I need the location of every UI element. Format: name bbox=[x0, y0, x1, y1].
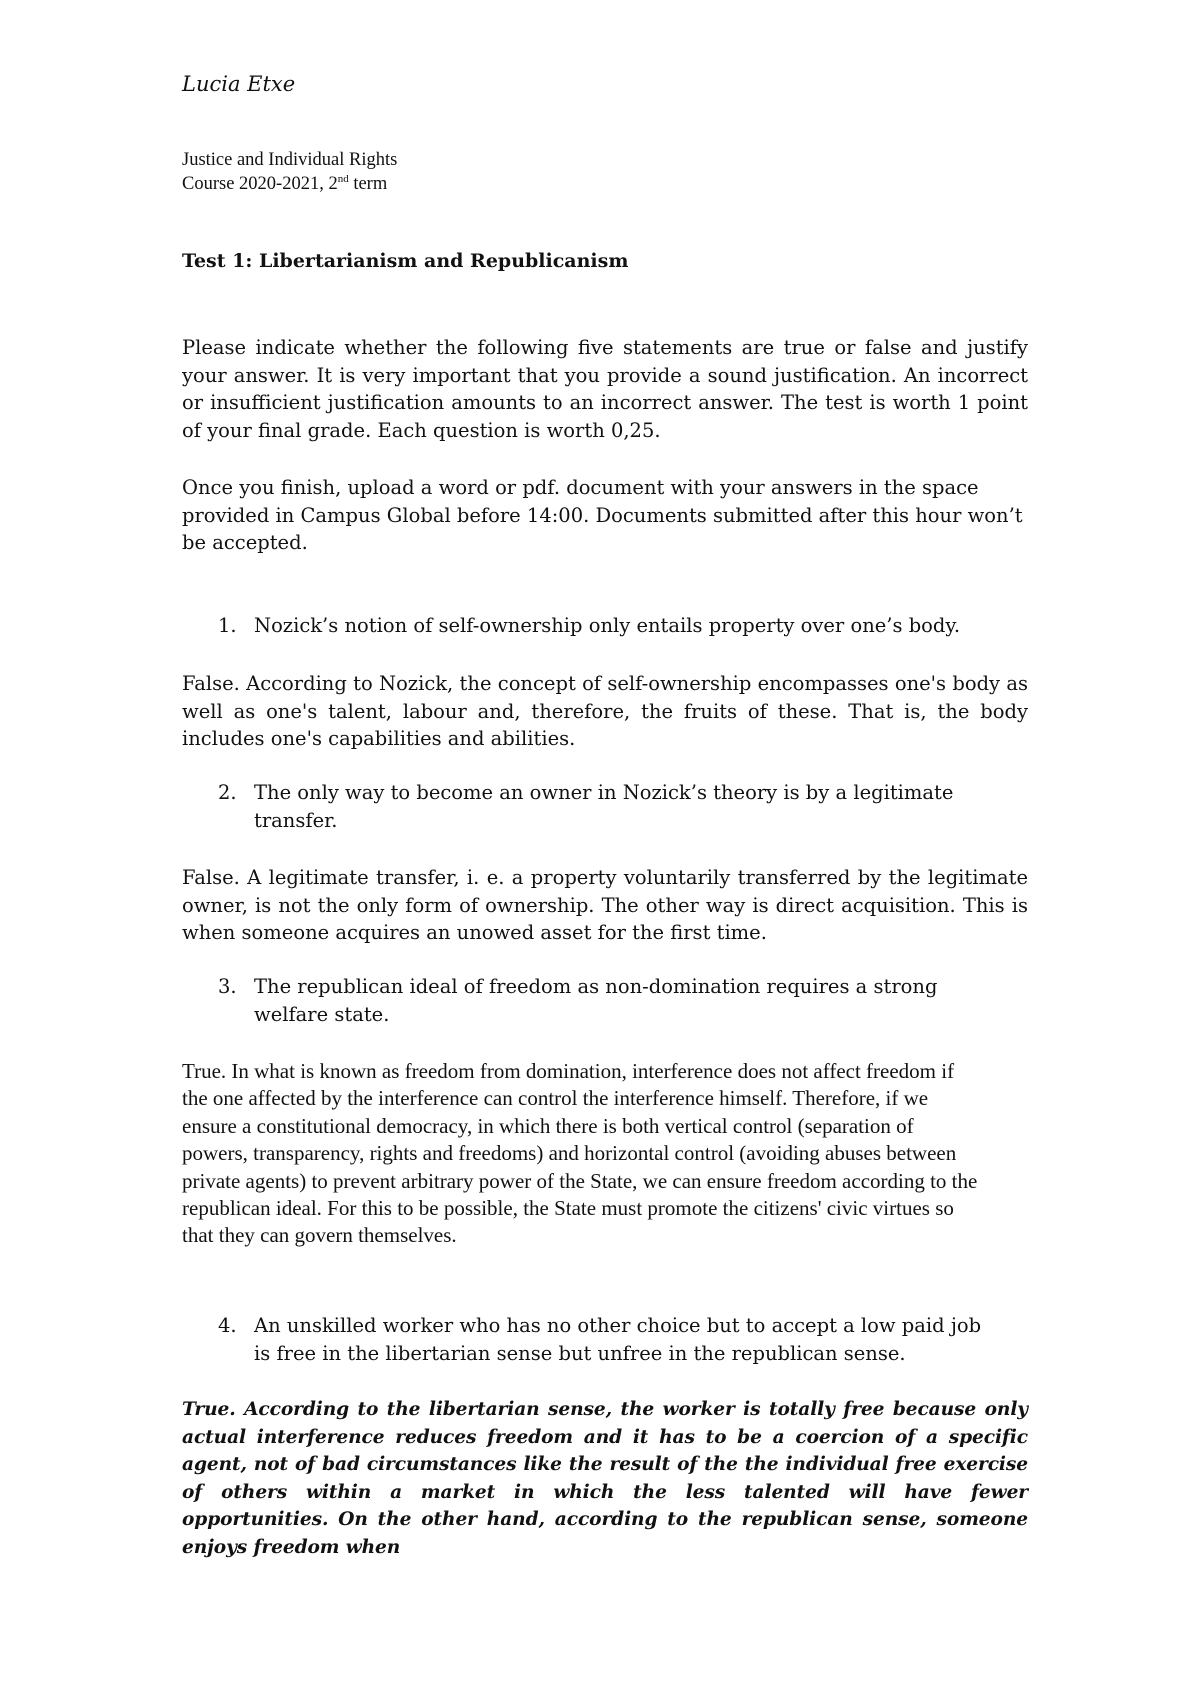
instructions-paragraph-2: Once you finish, upload a word or pdf. document with your answers in the space provided in Campus Global before 14:00. Documents submitted after this hour won’t be accepted. bbox=[182, 476, 1023, 554]
question-3 bbox=[218, 973, 998, 1028]
question-statement: The republican ideal of freedom as non-domination requires a strong welfare state. bbox=[254, 975, 938, 1026]
answer-3: True. In what is known as freedom from domination, interference does not affect freedom if the one affected by the interference can control the interference himself. Therefore, if we ensure a constitutional democracy, in which there is both vertical control (separation of powers, transparency, rights and freedoms) and horizontal control (avoiding abuses between private agents) to prevent arbitrary power of the State, we can ensure freedom according to the republican ideal. For this to be possible, the State must promote the citizens' civic virtues so that they can govern themselves. bbox=[182, 1059, 978, 1248]
answer-2: False. A legitimate transfer, i. e. a property voluntarily transferred by the legitimate owner, is not the only form of ownership. The other way is direct acquisition. This is when someone acquires an unowed asset for the first time. bbox=[182, 866, 1028, 944]
question-number: 3. bbox=[218, 975, 237, 998]
test-title: Test 1: Libertarianism and Republicanism bbox=[182, 250, 629, 272]
author-name: Lucia Etxe bbox=[182, 72, 296, 96]
question-2 bbox=[218, 779, 998, 834]
course-name: Justice and Individual Rights bbox=[182, 150, 398, 170]
course-term: Course 2020-2021, 2nd term bbox=[182, 172, 388, 194]
question-number: 2. bbox=[218, 781, 237, 804]
question-statement: The only way to become an owner in Nozick’s theory is by a legitimate transfer. bbox=[254, 781, 954, 832]
question-number: 1. bbox=[218, 614, 237, 637]
answer-4: True. According to the libertarian sense, the worker is totally free because only actual interference reduces freedom and it has to be a coercion of a specific agent, not of bad circumstances like the result of the the individual free exercise of others within a market in which the less talented will have fewer opportunities. On the other hand, according to the republican sense, someone enjoys freedom when bbox=[182, 1399, 1028, 1558]
question-statement: An unskilled worker who has no other choice but to accept a low paid job is free in the libertarian sense but unfree in the republican sense. bbox=[254, 1314, 982, 1365]
answer-1: False. According to Nozick, the concept of self-ownership encompasses one's body as well as one's talent, labour and, therefore, the fruits of these. That is, the body includes one's capabilities and abilities. bbox=[182, 672, 1028, 750]
question-1 bbox=[218, 612, 998, 640]
question-4 bbox=[218, 1312, 998, 1367]
course-info bbox=[182, 148, 397, 196]
question-statement: Nozick’s notion of self-ownership only entails property over one’s body. bbox=[254, 614, 961, 637]
instructions-paragraph-1: Please indicate whether the following five statements are true or false and justify your answer. It is very important that you provide a sound justification. An incorrect or insufficient justification amounts to an incorrect answer. The test is worth 1 point of your final grade. Each question is worth 0,25. bbox=[182, 336, 1028, 442]
question-number: 4. bbox=[218, 1314, 237, 1337]
